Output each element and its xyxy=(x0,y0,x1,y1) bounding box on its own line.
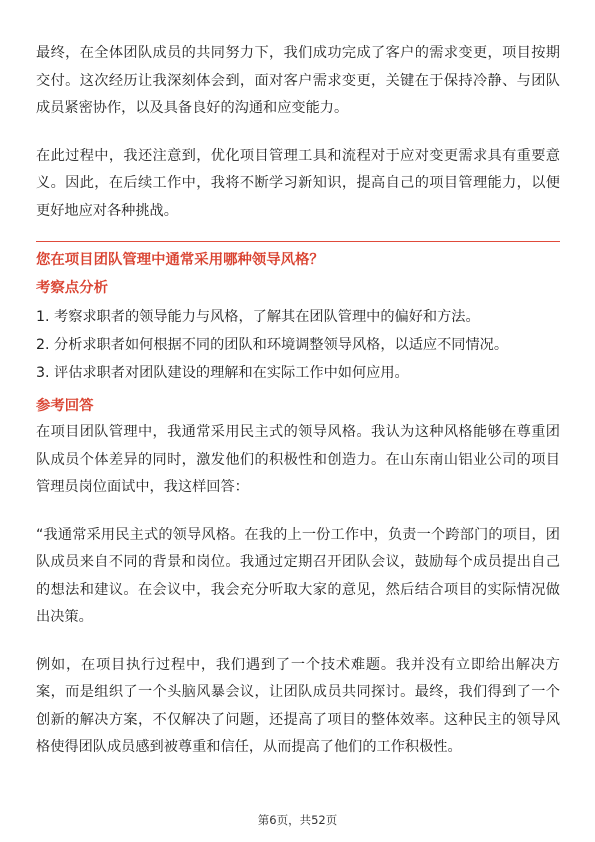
answer-heading: 参考回答 xyxy=(36,398,94,414)
page-number: 第6页，共52页 xyxy=(257,813,338,827)
analysis-points xyxy=(36,303,560,387)
answer-example: 例如，在项目执行过程中，我们遇到了一个技术难题。我并没有立即给出解决方案，而是组织了一个头脑风暴会议，让团队成员共同探讨。最终，我们得到了一个创新的解决方案，不仅解决了问题，还提高了项目的整体效率。这种民主的领导风格使得团队成员感到被尊重和信任，从而提高了他们的工作积极性。 xyxy=(36,656,560,755)
paragraph-reflection: 在此过程中，我还注意到，优化项目管理工具和流程对于应对变更需求具有重要意义。因此，在后续工作中，我将不断学习新知识，提高自己的项目管理能力，以便更好地应对各种挑战。 xyxy=(36,147,560,219)
question-heading: 您在项目团队管理中通常采用哪种领导风格？ xyxy=(36,252,324,268)
answer-quote: “我通常采用民主式的领导风格。在我的上一份工作中，负责一个跨部门的项目，团队成员来自不同的背景和岗位。我通过定期召开团队会议，鼓励每个成员提出自己的想法和建议。在会议中，我会充分听取大家的意见，然后结合项目的实际情况做出决策。 xyxy=(36,526,560,625)
analysis-point: 1. 考察求职者的领导能力与风格，了解其在团队管理中的偏好和方法。 xyxy=(36,309,480,325)
analysis-point: 2. 分析求职者如何根据不同的团队和环境调整领导风格，以适应不同情况。 xyxy=(36,337,509,353)
document-page xyxy=(36,40,560,762)
section-divider xyxy=(36,241,560,242)
paragraph-outcome: 最终，在全体团队成员的共同努力下，我们成功完成了客户的需求变更，项目按期交付。这次经历让我深刻体会到，面对客户需求变更，关键在于保持冷静、与团队成员紧密协作，以及具备良好的沟通和应变能力。 xyxy=(36,45,560,116)
answer-intro: 在项目团队管理中，我通常采用民主式的领导风格。我认为这种风格能够在尊重团队成员个体差异的同时，激发他们的积极性和创造力。在山东南山铝业公司的项目管理员岗位面试中，我这样回答： xyxy=(36,424,560,495)
analysis-point: 3. 评估求职者对团队建设的理解和在实际工作中如何应用。 xyxy=(36,365,409,381)
analysis-heading: 考察点分析 xyxy=(36,280,108,296)
